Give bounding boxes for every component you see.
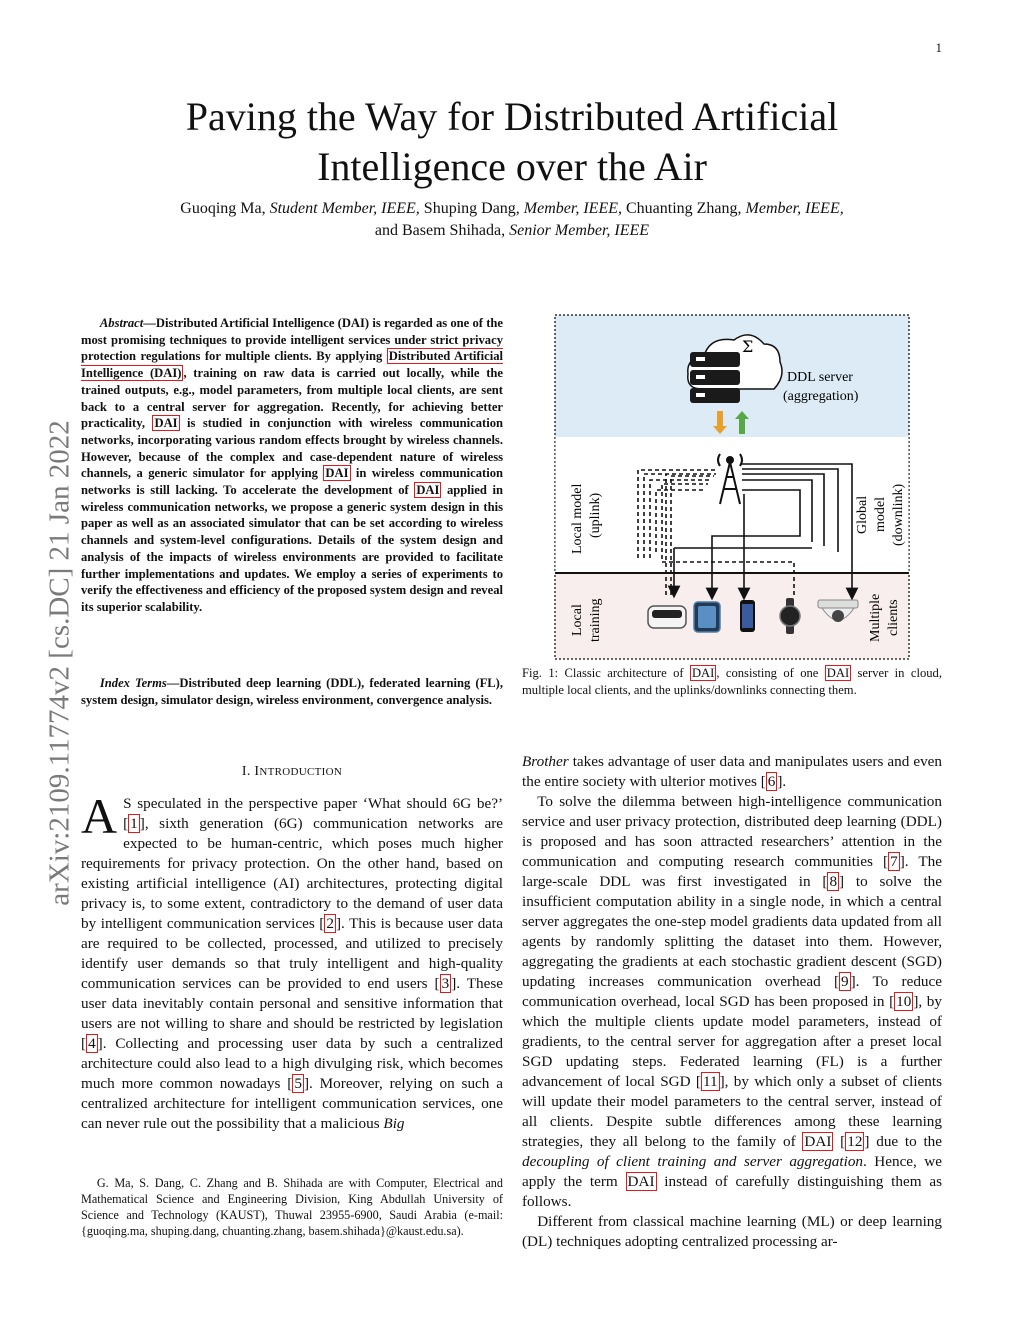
- author-list: [100, 198, 924, 242]
- drop-cap: A: [81, 788, 118, 844]
- citation-link[interactable]: 7: [890, 853, 898, 870]
- body-text: ], sixth generation (6G) communication networks are expected to be human-centric, which poses much higher requirements for privacy protection. On the other hand, based on existing artificial intelligence (AI) architectures, protecting digital privacy is, to some extent, contradictory to the demand of user data by intelligent communication services [: [81, 815, 503, 932]
- author-affiliation-footnote: G. Ma, S. Dang, C. Zhang and B. Shihada are with Computer, Electrical and Mathematical Science and Engineering Division, King Abdullah University of Science and Technology (KAUST), Thuwal 23955-6900, Saudi Arabia (e-mail: {guoqing.ma, shuping.dang, chuanting.zhang, basem.shihada}@kaust.edu.sa).: [81, 1176, 503, 1238]
- author-name: and Basem Shihada,: [374, 222, 510, 239]
- server-label-line2: (aggregation): [783, 389, 859, 404]
- author-name: Guoqing Ma,: [180, 200, 270, 217]
- paragraph: [522, 792, 942, 1212]
- citation-link[interactable]: 10: [896, 993, 912, 1010]
- multiple-clients-line1: Multiple: [868, 593, 883, 642]
- citation-link[interactable]: 3: [441, 975, 450, 992]
- body-text: ]. To reduce communication overhead, local SGD has been proposed in [: [522, 973, 942, 1010]
- section-title-rest: NTRODUCTION: [259, 766, 343, 778]
- acronym-link[interactable]: DAI: [154, 416, 178, 431]
- acronym-link[interactable]: DAI: [416, 483, 440, 498]
- uplink-label-line2: (uplink): [588, 492, 603, 538]
- local-training-line2: training: [588, 598, 603, 642]
- body-text: ].: [777, 773, 787, 790]
- smartphone-icon: [740, 600, 755, 632]
- acronym-link[interactable]: DAI: [627, 1173, 655, 1190]
- vr-headset-icon: [648, 606, 686, 628]
- right-column-text: [522, 752, 942, 1252]
- title-line-1: Paving the Way for Distributed Artificial: [185, 94, 839, 139]
- citation-link[interactable]: 1: [130, 815, 138, 832]
- body-text: ]. These user data inevitably contain personal and sensitive information that users are not willing to share and should be restricted by legislation [: [81, 975, 504, 1052]
- page-number: 1: [935, 40, 942, 55]
- acronym-link[interactable]: DAI: [826, 666, 850, 680]
- arxiv-identifier: arXiv:2109.11774v2 [cs.DC] 21 Jan 2022: [43, 420, 76, 906]
- section-title-initial: I: [254, 764, 260, 779]
- author-name: Shuping Dang,: [419, 200, 524, 217]
- body-text-italic: decoupling of client training and server aggregation: [522, 1153, 864, 1170]
- uplink-label-line1: Local model: [570, 483, 585, 554]
- body-text: ]. This is because user data are required to be collected, processed, and utilized to precisely identify user demands so that truly intelligent and high-quality communication services can be provided to end users [: [81, 915, 503, 992]
- local-training-line1: Local: [570, 604, 585, 636]
- downlink-label-line3: (downlink): [891, 483, 906, 546]
- body-text: [: [833, 1133, 846, 1150]
- abstract-text: —Distributed Artificial Intelligence (DAI) is regarded as one of the most promising techniques to provide intelligent services under strict privacy protection regulations for multiple clients. By applying: [81, 316, 503, 364]
- body-text: To solve the dilemma between high-intelligence communication service and user privacy protection, distributed deep learning (DDL) is proposed and has soon attracted researchers’ attention in the communication and computing research communities [: [522, 793, 942, 870]
- smartwatch-group-icon: [694, 602, 720, 632]
- citation-link[interactable]: 11: [703, 1073, 718, 1090]
- acronym-link[interactable]: DAI: [691, 666, 715, 680]
- abstract-text: applied in wireless communication networks, we propose a generic system design in this paper as well as an associated simulator that can be set according to wireless channels and system-level configurations. Details of the system design and analysis of the impacts of wireless environments are provided to facilitate further implementations and updates. We employ a series of experiments to verify the effectiveness and efficiency of the proposed system design and reveal its superior scalability.: [81, 483, 503, 614]
- body-text: instead of carefully distinguishing them as follows.: [522, 1173, 942, 1210]
- downlink-label-line1: Global: [855, 495, 870, 534]
- citation-link[interactable]: 8: [829, 873, 838, 890]
- body-text: ], by which only a subset of clients will update their model parameters to the central server, instead of all clients. Despite subtle differences among these learning strategies, they all belong to the family of: [522, 1073, 943, 1150]
- body-text: ] to solve the insufficient computation ability in a single node, in which a central server aggregates the one-step model gradients data updated from all agents by randomly splitting the dataset into them. However, aggregating the gradients at each stochastic gradient descent (SGD) updating increases communication overhead [: [522, 873, 942, 990]
- paper-title: [100, 92, 924, 192]
- abstract: [81, 315, 503, 616]
- server-icon: [690, 352, 740, 403]
- acronym-link[interactable]: DAI: [804, 1133, 832, 1150]
- index-terms-label: Index Terms: [99, 676, 167, 690]
- architecture-diagram: [554, 314, 910, 660]
- abstract-label: Abstract: [99, 316, 144, 330]
- section-heading: [81, 764, 503, 780]
- acronym-link[interactable]: Distributed Artificial Intelligence (DAI): [81, 349, 503, 381]
- body-text: ] due to the: [864, 1133, 943, 1150]
- architecture-figure: [554, 314, 910, 660]
- author-line-2: [100, 220, 924, 242]
- paragraph: Different from classical machine learning (ML) or deep learning (DL) techniques adopting centralized processing ar-: [522, 1213, 942, 1250]
- citation-link[interactable]: 5: [294, 1075, 302, 1092]
- acronym-link[interactable]: DAI: [325, 466, 349, 481]
- body-text-italic: Brother: [522, 753, 569, 770]
- author-role: Student Member, IEEE,: [269, 200, 420, 217]
- citation-link[interactable]: 6: [767, 773, 776, 790]
- abstract-text: in wireless communication networks is still lacking. To accelerate the development of: [81, 466, 503, 498]
- downlink-label-line2: model: [873, 497, 888, 532]
- author-role: Member, IEEE,: [745, 200, 844, 217]
- author-name: Chuanting Zhang,: [621, 200, 746, 217]
- body-text: takes advantage of user data and manipulates users and even the entire society with ulterior motives [: [522, 753, 942, 790]
- citation-link[interactable]: 9: [841, 973, 849, 990]
- client-region: [555, 573, 909, 659]
- author-role: Member, IEEE,: [523, 200, 622, 217]
- index-terms-text: —Distributed deep learning (DDL), federated learning (FL), system design, simulator design, wireless environment, convergence analysis.: [81, 676, 504, 707]
- paragraph: [522, 752, 942, 792]
- body-text: ]. Moreover, relying on such a centralized architecture for intelligent communication services, one can never rule out the possibility that a malicious: [81, 1075, 503, 1132]
- citation-link[interactable]: 4: [88, 1035, 96, 1052]
- caption-text: Fig. 1: Classic architecture of: [522, 666, 690, 680]
- body-text: . Hence, we apply the term: [522, 1153, 942, 1190]
- author-line-1: [100, 198, 924, 220]
- section-number: I.: [241, 764, 255, 779]
- abstract-text: is studied in conjunction with wireless communication networks, incorporating various random effects brought by wireless channels. However, because of the complex and case-dependent nature of wireless channels, a generic simulator for applying: [81, 416, 504, 481]
- introduction-text: [81, 788, 504, 1134]
- figure-caption: [522, 665, 942, 698]
- server-label-line1: DDL server: [787, 370, 853, 385]
- body-text: ]. Collecting and processing user data by such a centralized architecture could also lead to a high divulging risk, which becomes much more common nowadays [: [81, 1035, 503, 1092]
- index-terms: [81, 675, 503, 708]
- caption-text: server in cloud, multiple local clients, and the uplinks/downlinks connecting them.: [522, 666, 942, 697]
- sigma-symbol: Σ: [742, 337, 754, 356]
- citation-link[interactable]: 2: [326, 915, 334, 932]
- title-line-2: Intelligence over the Air: [317, 144, 707, 189]
- body-text: S speculated in the perspective paper ‘What should 6G be?’ [: [123, 795, 503, 832]
- multiple-clients-line2: clients: [886, 599, 901, 636]
- citation-link[interactable]: 12: [847, 1133, 863, 1150]
- body-text: ]. The large-scale DDL was first investigated in [: [522, 853, 943, 890]
- caption-text: , consisting of one: [716, 666, 825, 680]
- author-role: Senior Member, IEEE: [509, 222, 650, 239]
- body-text: ], by which the multiple clients update model parameters, instead of gradients, to the central server for aggregation after a preset local SGD updating steps. Federated learning (FL) is a further advancement of local SGD [: [522, 993, 942, 1090]
- abstract-text: , training on raw data is carried out locally, while the trained outputs, e.g., model parameters, from multiple local clients, are sent back to a central server for aggregation. Recently, for achieving better practicality,: [81, 366, 503, 431]
- body-text-italic: Big: [383, 1115, 405, 1132]
